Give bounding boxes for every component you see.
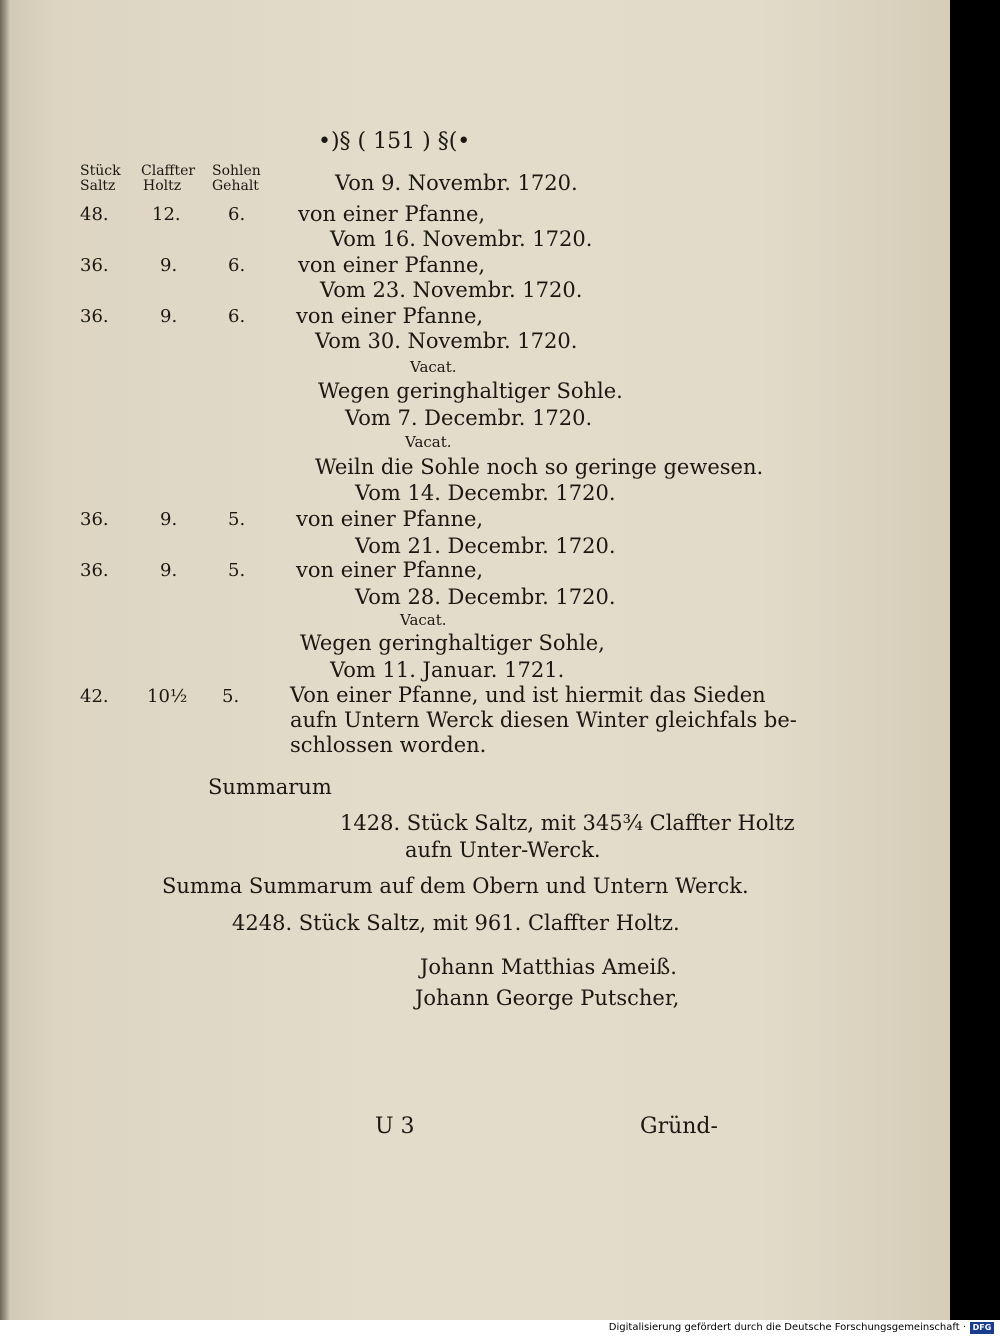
entry-text: aufn Untern Werck diesen Winter gleichfals be- xyxy=(290,708,797,732)
date-line: Vom 16. Novembr. 1720. xyxy=(330,227,593,251)
date-line: Vom 14. Decembr. 1720. xyxy=(355,481,616,505)
col-header-sohlen-1: Sohlen xyxy=(212,163,261,179)
entry-claffter: 9. xyxy=(160,255,178,276)
entry-text: Von einer Pfanne, und ist hiermit das Sieden xyxy=(290,683,766,707)
date-line: Vom 21. Decembr. 1720. xyxy=(355,534,616,558)
entry-text: von einer Pfanne, xyxy=(298,253,486,277)
entry-sohlen: 6. xyxy=(228,255,246,276)
entry-text: von einer Pfanne, xyxy=(296,558,484,582)
entry-sohlen: 6. xyxy=(228,306,246,327)
catchword: Gründ- xyxy=(640,1114,718,1139)
entry-text: von einer Pfanne, xyxy=(296,507,484,531)
col-header-stueck-2: Saltz xyxy=(80,178,116,194)
entry-stueck: 36. xyxy=(80,509,109,530)
entry-stueck: 36. xyxy=(80,560,109,581)
summary-line: aufn Unter-Werck. xyxy=(405,838,601,862)
vacat-note: Vacat. xyxy=(405,433,452,451)
signature: Johann Matthias Ameiß. xyxy=(420,955,677,979)
viewer-footer xyxy=(0,1320,1000,1337)
page-header: •)§ ( 151 ) §(• xyxy=(318,129,471,154)
vacat-note: Vacat. xyxy=(410,358,457,376)
reason-line: Weiln die Sohle noch so geringe gewesen. xyxy=(315,455,764,479)
entry-sohlen: 5. xyxy=(228,509,246,530)
entry-sohlen: 5. xyxy=(228,560,246,581)
col-header-stueck-1: Stück xyxy=(80,163,121,179)
summa-summarum-line: 4248. Stück Saltz, mit 961. Claffter Holtz. xyxy=(232,911,680,935)
entry-stueck: 36. xyxy=(80,306,109,327)
summary-line: 1428. Stück Saltz, mit 345¾ Claffter Holtz xyxy=(340,811,795,835)
date-line: Von 9. Novembr. 1720. xyxy=(335,171,578,195)
col-header-sohlen-2: Gehalt xyxy=(212,178,259,194)
entry-claffter: 12. xyxy=(152,204,181,225)
entry-claffter: 9. xyxy=(160,560,178,581)
summarum-label: Summarum xyxy=(208,775,332,799)
entry-stueck: 36. xyxy=(80,255,109,276)
entry-claffter: 9. xyxy=(160,509,178,530)
entry-stueck: 42. xyxy=(80,686,109,707)
entry-sohlen: 5. xyxy=(222,686,240,707)
entry-claffter: 10½ xyxy=(147,686,188,707)
reason-line: Wegen geringhaltiger Sohle, xyxy=(300,631,605,655)
summa-summarum-line: Summa Summarum auf dem Obern und Untern Werck. xyxy=(162,874,749,898)
entry-stueck: 48. xyxy=(80,204,109,225)
entry-text: von einer Pfanne, xyxy=(298,202,486,226)
date-line: Vom 7. Decembr. 1720. xyxy=(345,406,593,430)
signature-mark: U 3 xyxy=(375,1114,415,1139)
col-header-claffter-2: Holtz xyxy=(143,178,182,194)
vacat-note: Vacat. xyxy=(400,611,447,629)
entry-claffter: 9. xyxy=(160,306,178,327)
date-line: Vom 30. Novembr. 1720. xyxy=(315,329,578,353)
page-edge-shadow xyxy=(0,0,10,1320)
col-header-claffter-1: Claffter xyxy=(141,163,196,179)
entry-text: von einer Pfanne, xyxy=(296,304,484,328)
entry-text: schlossen worden. xyxy=(290,733,487,757)
date-line: Vom 11. Januar. 1721. xyxy=(330,658,565,682)
entry-sohlen: 6. xyxy=(228,204,246,225)
reason-line: Wegen geringhaltiger Sohle. xyxy=(318,379,623,403)
signature: Johann George Putscher, xyxy=(415,986,680,1010)
dfg-logo: DFG xyxy=(970,1322,994,1334)
date-line: Vom 23. Novembr. 1720. xyxy=(320,278,583,302)
date-line: Vom 28. Decembr. 1720. xyxy=(355,585,616,609)
funding-credit: Digitalisierung gefördert durch die Deutsche Forschungsgemeinschaft · xyxy=(608,1322,966,1333)
